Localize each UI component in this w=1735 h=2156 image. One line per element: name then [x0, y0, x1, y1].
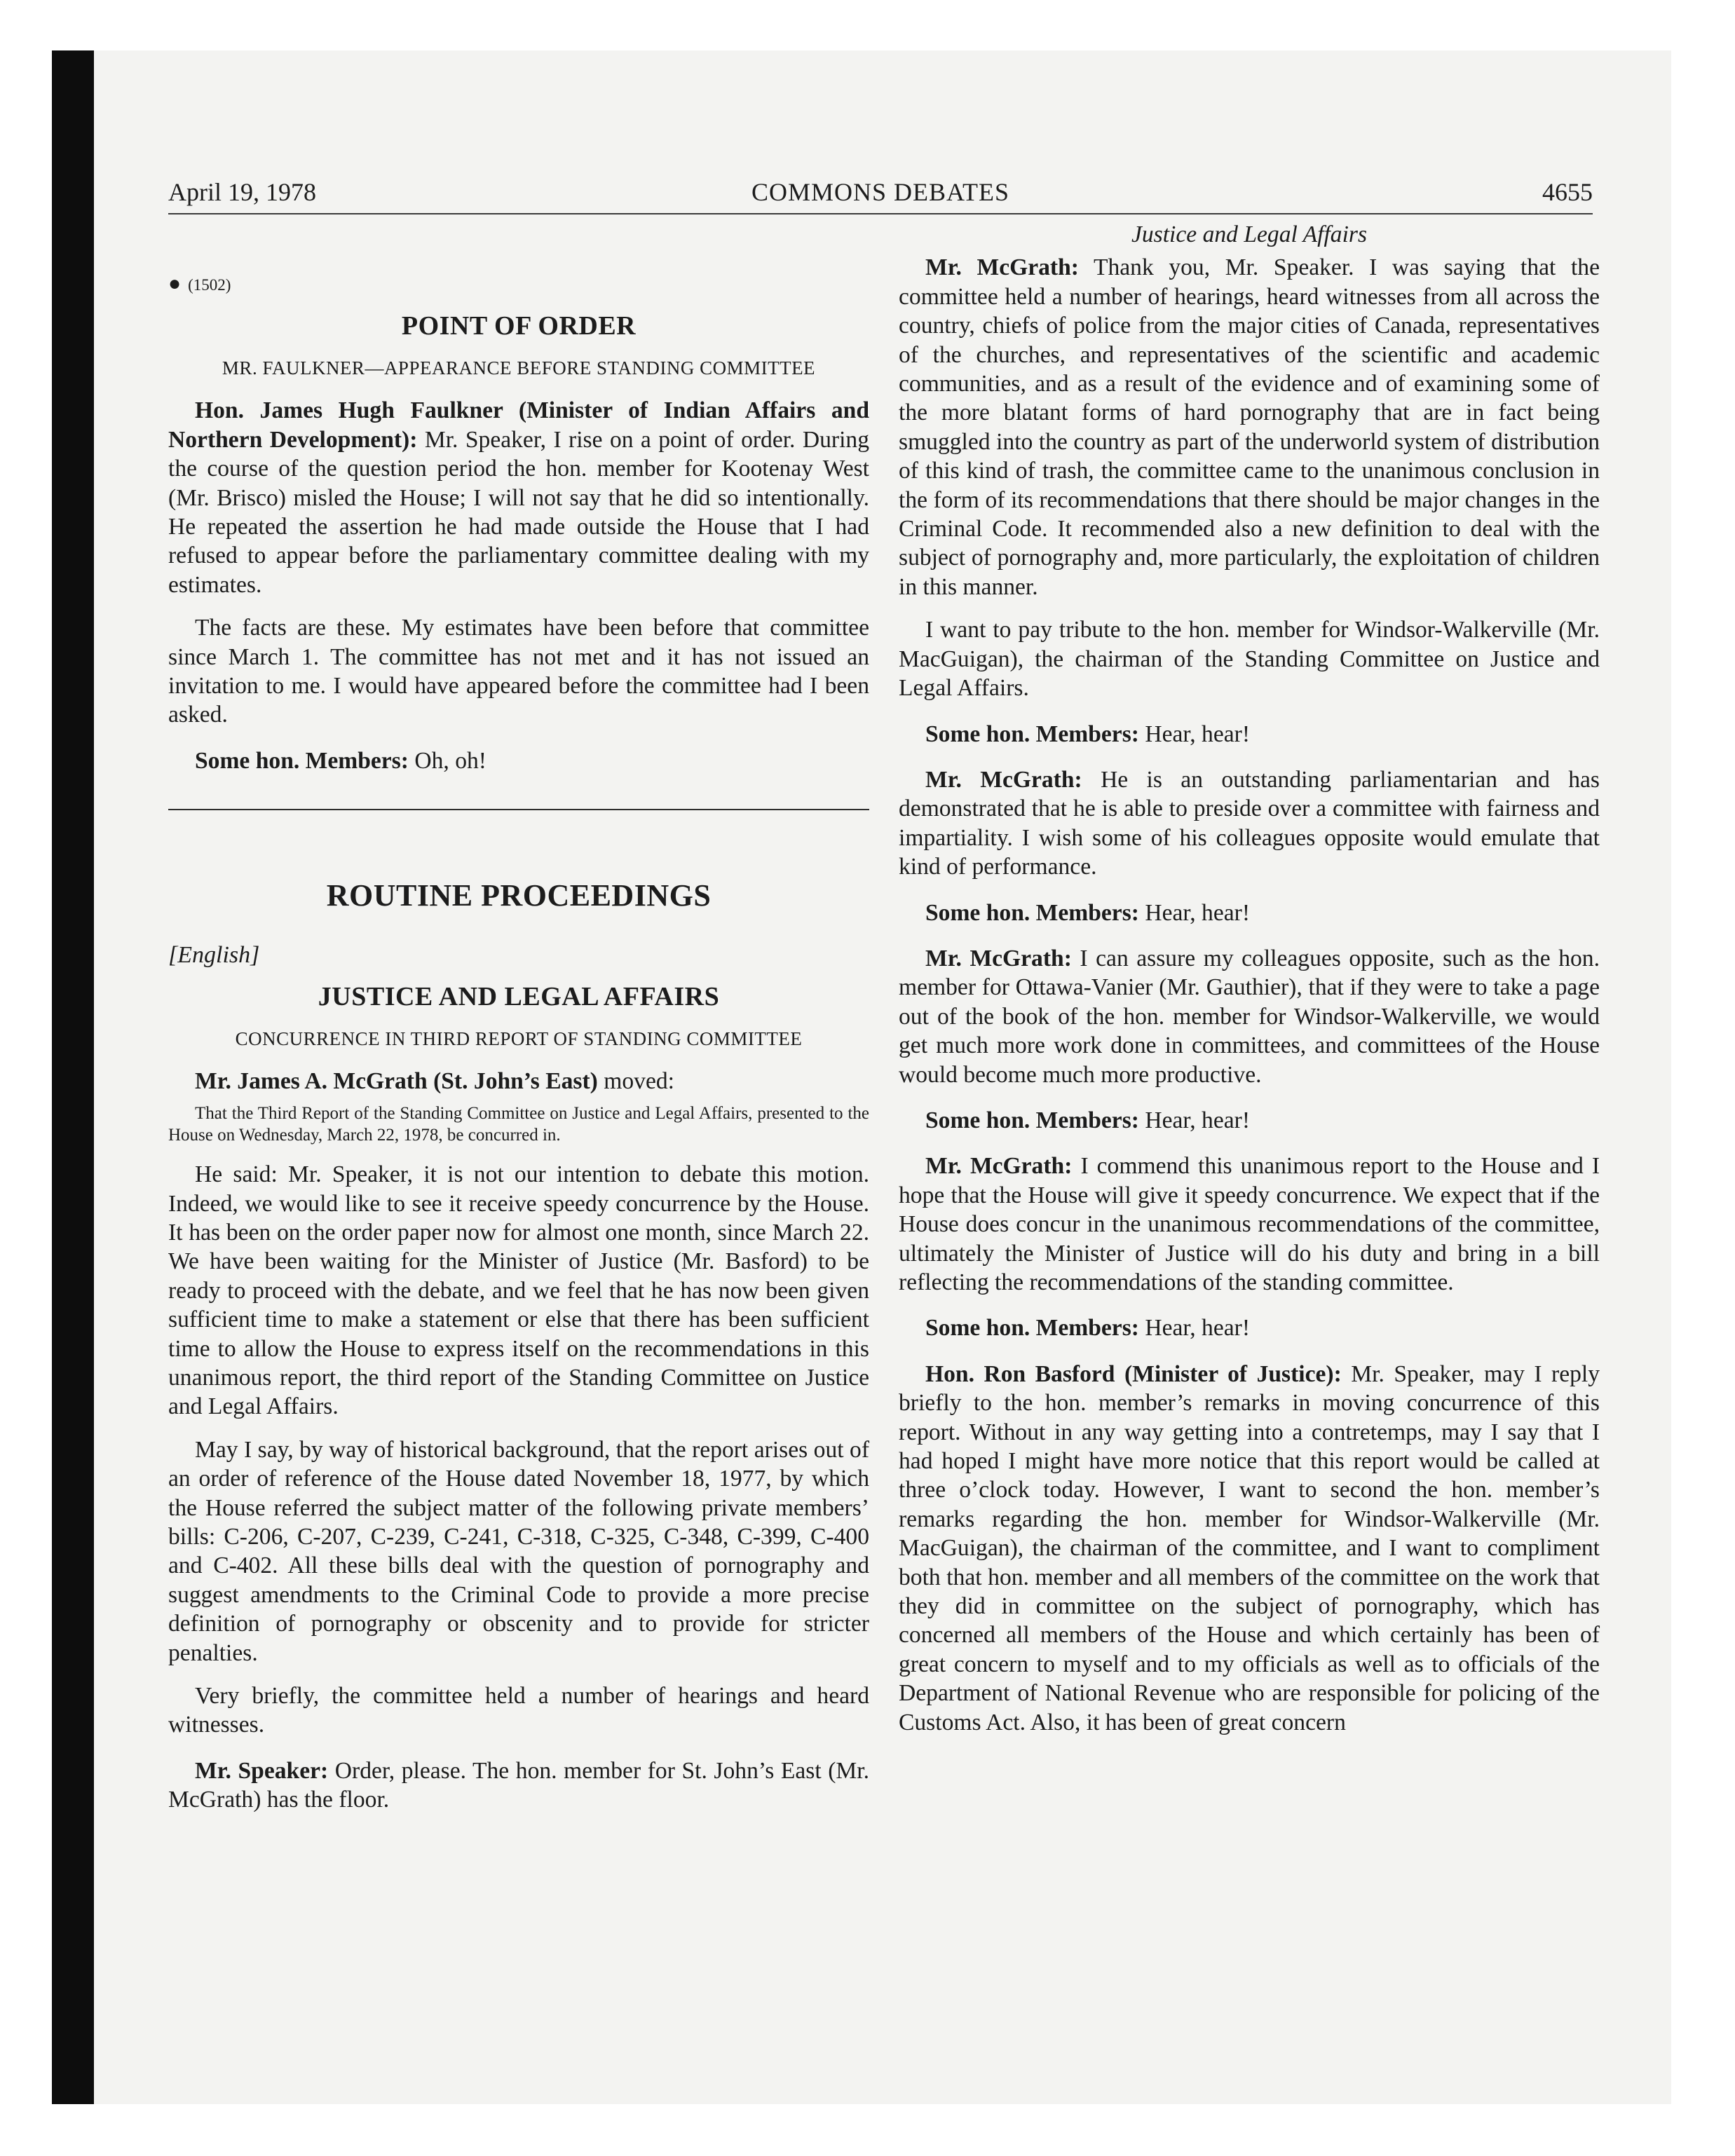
header-title: COMMONS DEBATES: [751, 178, 1010, 206]
members-interjection: Some hon. Members: Hear, hear!: [925, 1107, 1251, 1133]
motion-text: That the Third Report of the Standing Committee on Justice and Legal Affairs, presented to the House on Wednesday, March 22, 1978, be concurred in.: [168, 1104, 869, 1145]
mcgrath-right-paragraph-2: I want to pay tribute to the hon. member for Windsor-Walkerville (Mr. MacGuigan), the chairman of the Standing Committee on Justice and Legal Affairs.: [899, 617, 1600, 702]
mcgrath-paragraph-1: He said: Mr. Speaker, it is not our intention to debate this motion. Indeed, we would like to see it receive speedy concurrence by the House. It has been on the order paper now for almost one month, since March 22. We have been waiting for the Minister of Justice (Mr. Basford) to be ready to proceed with the debate, and we feel that he has now been given sufficient time to make a statement or else that there has been sufficient time to allow the House to express itself on the recommendations in this unanimous report, the third report of the Standing Committee on Justice and Legal Affairs.: [168, 1161, 869, 1420]
left-column: [168, 228, 869, 1829]
running-head: Justice and Legal Affairs: [1131, 221, 1368, 247]
speaker-name: Hon. James Hugh Faulkner (Minister of Indian Affairs and Northern Development):: [168, 397, 869, 453]
language-label: [English]: [168, 942, 260, 969]
concurrence-subheading: CONCURRENCE IN THIRD REPORT OF STANDING COMMITTEE: [235, 1028, 803, 1049]
mcgrath-paragraph-3: Very briefly, the committee held a number of hearings and heard witnesses.: [168, 1683, 869, 1738]
point-of-order-heading: POINT OF ORDER: [401, 311, 637, 341]
section-divider: [168, 809, 869, 810]
basford-paragraph: Hon. Ron Basford (Minister of Justice): Mr. Speaker, may I reply briefly to the hon. member’s remarks in moving concurrence of this report. Without in any way getting into a contretemps, may I say that I had hoped I might have more notice that this report would be called at three o’clock today. However, I want to second the hon. member’s remarks regarding the hon. member for Windsor-Walkerville (Mr. MacGuigan), the chairman of the committee, and I want to compliment both that hon. member and all members of the committee on the work that they did in committee on the subject of pornography, which has concerned all members of the House and which certainly has been of great concern to myself and to my officials as well as to officials of the Department of National Revenue who are responsible for policing of the Customs Act. Also, it has been of great concern: [899, 1360, 1600, 1735]
motion-mover: Mr. James A. McGrath (St. John’s East) moved:: [195, 1067, 674, 1094]
justice-heading: JUSTICE AND LEGAL AFFAIRS: [318, 981, 720, 1011]
speaker-ruling: Mr. Speaker: Order, please. The hon. member for St. John’s East (Mr. McGrath) has the floor.: [168, 1757, 869, 1813]
faulkner-paragraph-2: The facts are these. My estimates have been before that committee since March 1. The committee has not met and it has not issued an invitation to me. I would have appeared before the committee had I been asked.: [168, 615, 869, 728]
routine-proceedings-heading: ROUTINE PROCEEDINGS: [326, 878, 712, 913]
members-interjection: Some hon. Members: Hear, hear!: [925, 1315, 1251, 1342]
faulkner-paragraph-1: Hon. James Hugh Faulkner (Minister of Indian Affairs and Northern Development): Mr. Speaker, I rise on a point of order. During the course of the question period the hon. member for Kootenay West (Mr. Brisco) misled the House; I will not say that he did so intentionally. He repeated the assertion he had made outside the House that I had refused to appear before the parliamentary committee dealing with my estimates.: [168, 397, 869, 598]
scan-edge-bar: [52, 50, 94, 2104]
point-of-order-subheading: MR. FAULKNER—APPEARANCE BEFORE STANDING COMMITTEE: [222, 357, 816, 379]
members-interjection: Some hon. Members: Hear, hear!: [925, 899, 1251, 926]
mcgrath-right-paragraph-3: Mr. McGrath: He is an outstanding parliamentarian and has demonstrated that he is able to preside over a committee with fairness and impartiality. I wish some of his colleagues opposite would emulate that kind of performance.: [899, 766, 1600, 880]
members-interjection: Some hon. Members: Oh, oh!: [195, 747, 487, 774]
header-date: April 19, 1978: [168, 178, 316, 206]
members-interjection: Some hon. Members: Hear, hear!: [925, 721, 1251, 747]
bullet-icon: ●: [168, 272, 182, 295]
mcgrath-right-paragraph-5: Mr. McGrath: I commend this unanimous report to the House and I hope that the House will give it speedy concurrence. We expect that if the House does concur in the unanimous recommendations of the committee, ultimately the Minister of Justice will do his duty and bring in a bill reflecting the recommendations of the standing committee.: [899, 1153, 1600, 1295]
mcgrath-paragraph-2: May I say, by way of historical background, that the report arises out of an order of reference of the House dated November 18, 1977, by which the House referred the subject matter of the following private members’ bills: C-206, C-207, C-239, C-241, C-318, C-325, C-348, C-399, C-400 and C-402. All these bills deal with the question of pornography and suggest amendments to the Criminal Code to provide a more precise definition of pornography or obscenity and to provide for stricter penalties.: [168, 1436, 869, 1666]
time-marker: ● (1502): [168, 272, 231, 295]
mcgrath-right-paragraph-4: Mr. McGrath: I can assure my colleagues opposite, such as the hon. member for Ottawa-Vanier (Mr. Gauthier), that if they were to take a page out of the book of the hon. member for Windsor-Walkerville, we would get much more work done in committees, and committees of the House would become much more productive.: [899, 945, 1600, 1088]
right-column: [899, 221, 1600, 1751]
mcgrath-right-paragraph-1: Mr. McGrath: Thank you, Mr. Speaker. I was saying that the committee held a number of hearings, heard witnesses from all across the country, chiefs of police from the major cities of Canada, representatives of the churches, and representatives of the scientific and academic communities, and as a result of the evidence and of examining some of the more blatant forms of hard pornography that are in fact being smuggled into the country as part of the underworld system of distribution of this kind of trash, the committee came to the unanimous conclusion in the form of its recommendations that there should be major changes in the Criminal Code. It recommended also a new definition to deal with the subject of pornography and, more particularly, the exploitation of children in this manner.: [899, 254, 1600, 600]
page-number: 4655: [1542, 178, 1593, 206]
page-header: [168, 178, 1593, 214]
